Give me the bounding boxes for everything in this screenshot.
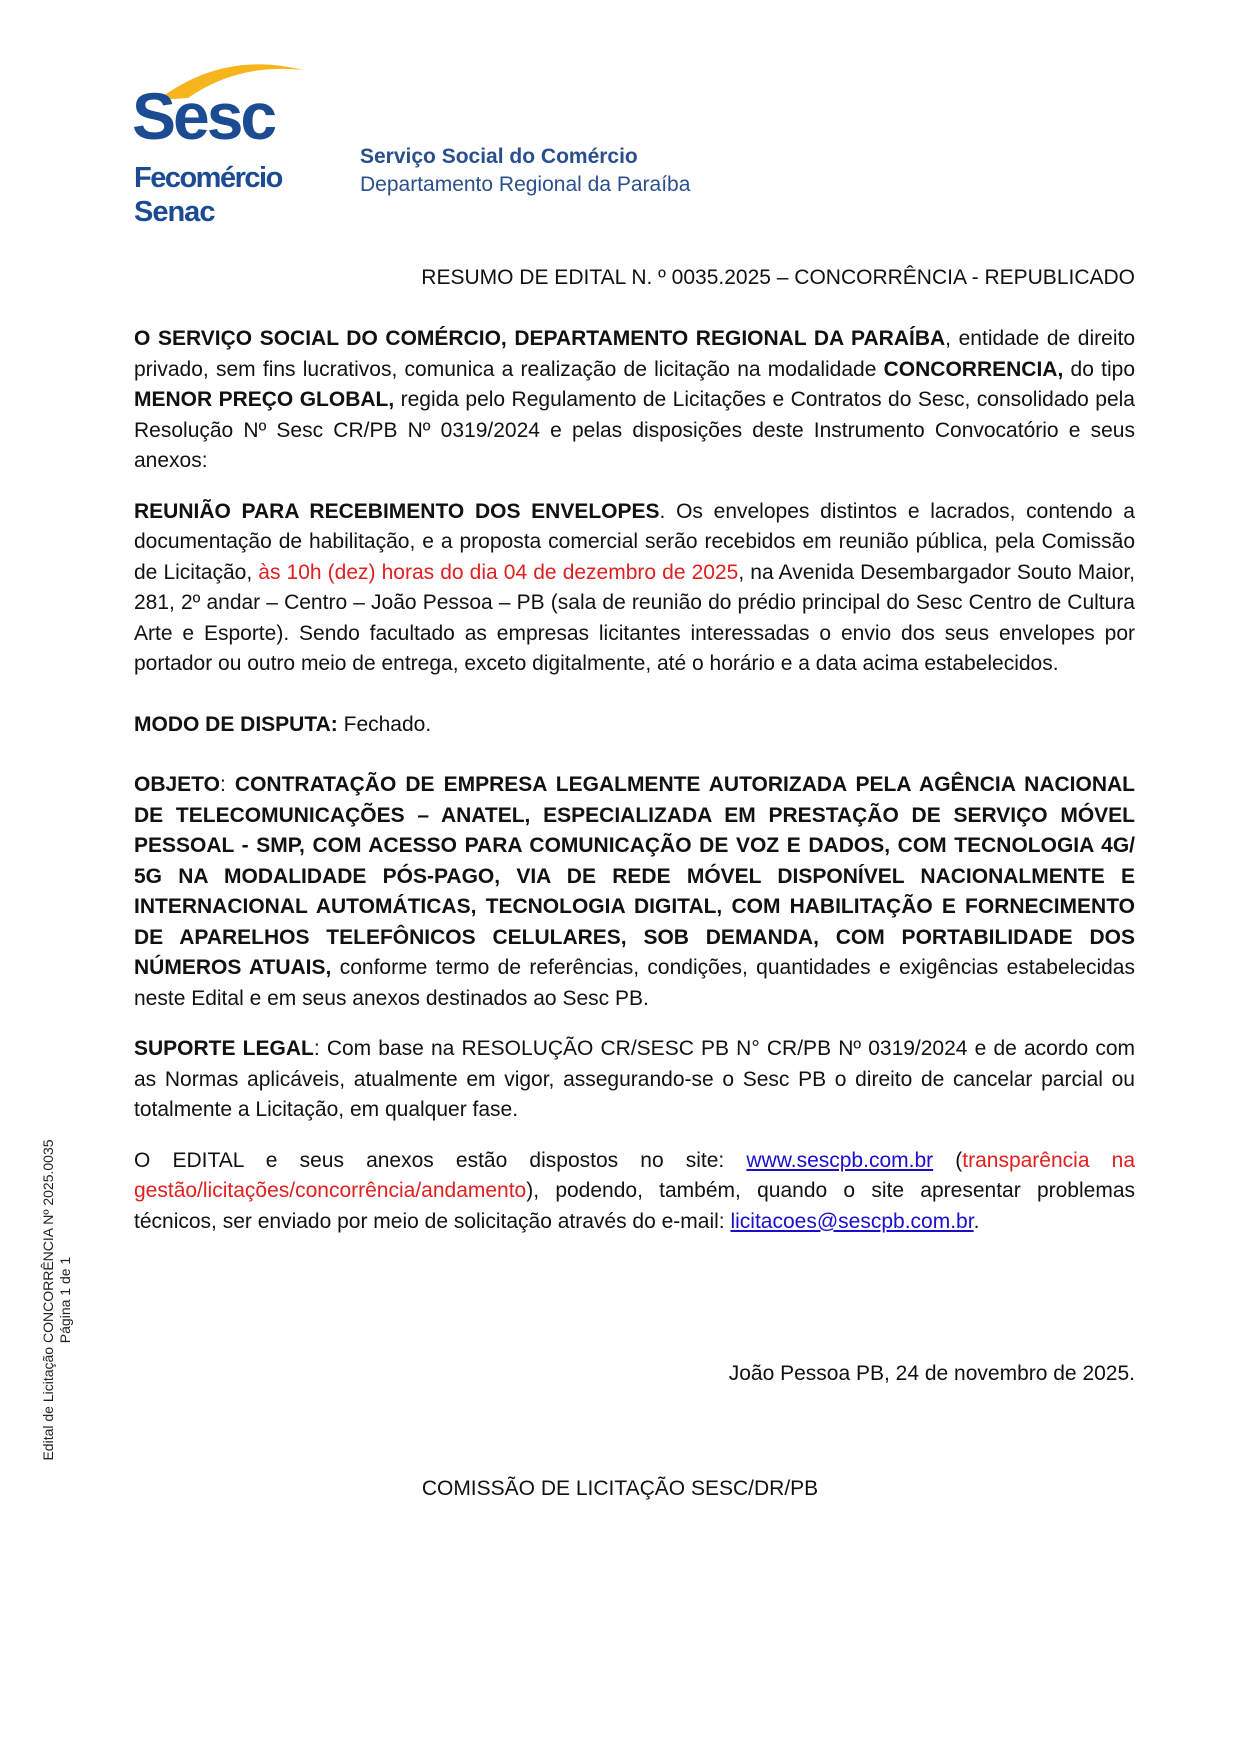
- logo-senac-text: Senac: [134, 196, 215, 228]
- reuniao-text-1: . Os envelopes distintos e lacrados, contendo a documentação de habilitação, e a proposta comercial serão recebidos em reunião pública, pela Comissão de Licitação,: [134, 499, 1135, 584]
- commission-signature: COMISSÃO DE LICITAÇÃO SESC/DR/PB: [421, 1477, 819, 1500]
- side-footer-text: [40, 1100, 100, 1500]
- edital-info-text-3: ), podendo, também, quando o site apresentar problemas técnicos, ser enviado por meio de solicitação através do e-mail:: [134, 1179, 1135, 1233]
- site-link[interactable]: www.sescpb.com.br: [746, 1148, 934, 1172]
- edital-info-paragraph: [134, 1146, 1135, 1238]
- email-link[interactable]: licitacoes@sescpb.com.br: [730, 1209, 974, 1233]
- intro-bold-lead: O SERVIÇO SOCIAL DO COMÉRCIO, DEPARTAMENTO REGIONAL DA PARAÍBA: [134, 327, 946, 350]
- org-header: [360, 143, 690, 199]
- side-footer-line2: Página 1 de 1: [57, 1256, 73, 1344]
- intro-modalidade: CONCORRENCIA,: [883, 357, 1064, 381]
- objeto-colon: :: [219, 773, 235, 796]
- logo-sesc-text: Sesc: [132, 79, 275, 153]
- reuniao-text-2: , na Avenida Desembargador Souto Maior, 281, 2º andar – Centro – João Pessoa – PB (sala de reunião do prédio principal do Sesc Centro de Cultura Arte e Esporte). Sendo facultado as empresas licitantes interessadas o envio dos seus envelopes por portador ou outro meio de entrega, exceto digitalmente, até o horário e a data acima estabelecidos.: [134, 560, 1135, 675]
- suporte-text: : Com base na RESOLUÇÃO CR/SESC PB N° CR/PB Nº 0319/2024 e de acordo com as Normas aplicáveis, atualmente em vigor, assegurando-se o Sesc PB o direito de cancelar parcial ou totalmente a Licitação, em qualquer fase.: [134, 1037, 1135, 1121]
- objeto-paragraph: [134, 770, 1135, 1014]
- objeto-label: OBJETO: [134, 773, 220, 796]
- logo-fecomercio-text: Fecomércio: [134, 162, 282, 194]
- intro-tipo: MENOR PREÇO GLOBAL,: [134, 388, 395, 411]
- reuniao-paragraph: [134, 497, 1135, 680]
- site-path: transparência na gestão/licitações/concorrência/andamento: [134, 1148, 1135, 1202]
- edital-info-text-4: .: [973, 1209, 980, 1233]
- edital-title: RESUMO DE EDITAL N. º 0035.2025 – CONCORRÊNCIA - REPUBLICADO: [421, 266, 1135, 289]
- intro-text-3: regida pelo Regulamento de Licitações e Contratos do Sesc, consolidado pela Resolução Nº Sesc CR/PB Nº 0319/2024 e pelas disposições deste Instrumento Convocatório e seus anexos:: [134, 388, 1135, 472]
- sesc-logo: [128, 58, 308, 233]
- org-department: Departamento Regional da Paraíba: [360, 173, 691, 196]
- modo-paragraph: [134, 710, 1135, 741]
- date-line: João Pessoa PB, 24 de novembro de 2025.: [728, 1362, 1135, 1385]
- suporte-paragraph: [134, 1034, 1135, 1126]
- side-footer: [40, 1100, 100, 1500]
- side-footer-line1: Edital de Licitação CONCORRÊNCIA Nº 2025.0035: [40, 1139, 56, 1461]
- suporte-label: SUPORTE LEGAL: [134, 1037, 314, 1060]
- modo-value: Fechado.: [337, 712, 432, 736]
- reuniao-heading: REUNIÃO PARA RECEBIMENTO DOS ENVELOPES: [134, 499, 660, 523]
- objeto-text: conforme termo de referências, condições, quantidades e exigências estabelecidas neste Edital e em seus anexos destinados ao Sesc PB.: [134, 956, 1135, 1010]
- org-name: Serviço Social do Comércio: [360, 145, 638, 168]
- intro-text-1: , entidade de direito privado, sem fins lucrativos, comunica a realização de licitação na modalidade: [134, 327, 1135, 381]
- objeto-bold-text: CONTRATAÇÃO DE EMPRESA LEGALMENTE AUTORIZADA PELA AGÊNCIA NACIONAL DE TELECOMUNICAÇÕES – ANATEL, ESPECIALIZADA EM PRESTAÇÃO DE SERVIÇO MÓVEL PESSOAL - SMP, COM ACESSO PARA COMUNICAÇÃO DE VOZ E DADOS, COM TECNOLOGIA 4G/ 5G NA MODALIDADE PÓS-PAGO, VIA DE REDE MÓVEL DISPONÍVEL NACIONALMENTE E INTERNACIONAL AUTOMÁTICAS, TECNOLOGIA DIGITAL, COM HABILITAÇÃO E FORNECIMENTO DE APARELHOS TELEFÔNICOS CELULARES, SOB DEMANDA, COM PORTABILIDADE DOS NÚMEROS ATUAIS,: [134, 773, 1136, 979]
- intro-paragraph: [134, 324, 1135, 477]
- reuniao-datetime: às 10h (dez) horas do dia 04 de dezembro de 2025: [258, 560, 739, 584]
- modo-label: MODO DE DISPUTA:: [134, 712, 338, 736]
- edital-info-text-1: O EDITAL e seus anexos estão dispostos no site:: [134, 1148, 747, 1172]
- intro-text-2: do tipo: [1063, 357, 1136, 381]
- edital-info-text-2: (: [933, 1148, 963, 1172]
- document-body: [134, 324, 1135, 1237]
